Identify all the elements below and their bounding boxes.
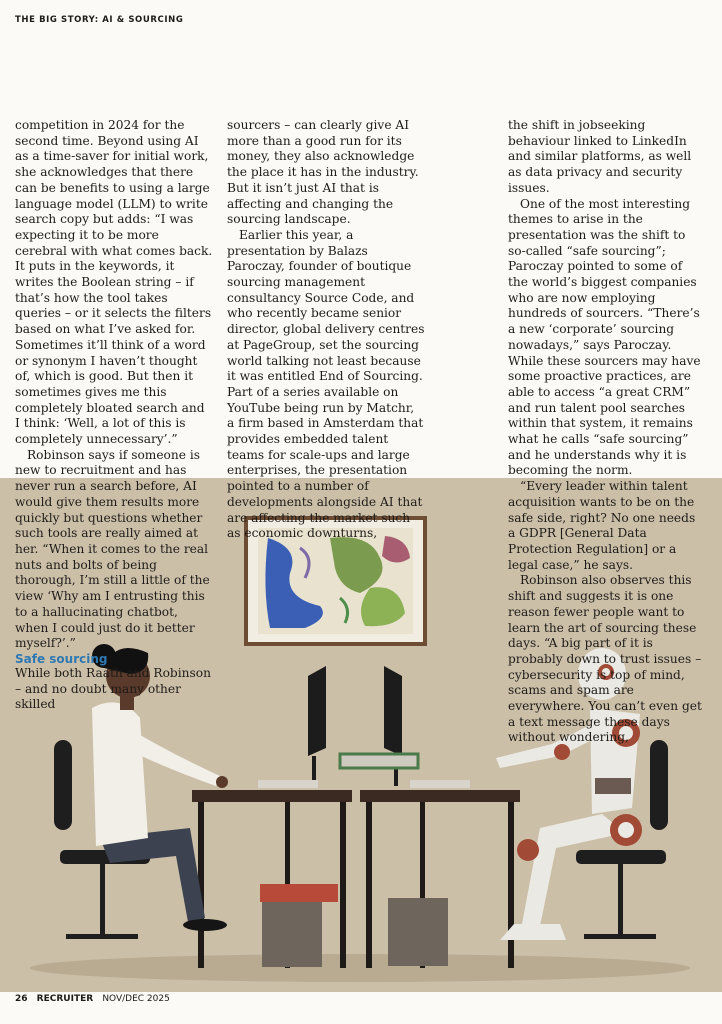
computer-monitor-right-icon: [340, 666, 470, 788]
subheading-safe-sourcing: Safe sourcing: [15, 651, 108, 666]
paragraph: While both Raath and Robinson – and no doubt many other skilled: [15, 665, 211, 712]
paragraph: competition in 2024 for the second time. Beyond using AI as a time-saver for initial work, she acknowledges that there can be benefits to using a large language model (LLM) to write search copy but adds: “I was expecting it to be more cerebral with what comes back. It puts in the keywords, it writes the Boolean string – if that’s how the tool takes queries – or it selects the filters based on what I’ve asked for. Sometimes it’ll think of a word or synonym I haven’t thought of, which is good. But then it sometimes gives me this completely bloated search and I think: ‘Well, a lot of this is completely unnecessary’.”: [15, 118, 213, 447]
paragraph: “Every leader within talent acquisition wants to be on the safe side, right? No one needs a GDPR [General Data Protection Regulation] or a legal case,” he says.: [508, 479, 696, 572]
paragraph: Robinson also observes this shift and suggests it is one reason fewer people want to learn the art of sourcing these days. “A big part of it is probably down to trust issues – cybersecurity is top of mind, scams and spam are everywhere. You can’t even get a text message these days without wondering,: [508, 573, 702, 745]
paragraph: sourcers – can clearly give AI more than a good run for its money, they also acknowledge the place it has in the industry. But it isn’t just AI that is affecting and changing the sourcing landscape.: [227, 118, 419, 227]
page-footer: [15, 994, 170, 1004]
text-column-1: [15, 118, 213, 713]
floor-shadow: [30, 954, 690, 982]
paragraph: Earlier this year, a presentation by Balazs Paroczay, founder of boutique sourcing management consultancy Source Code, and who recently became senior director, global delivery centres at PageGroup, set the sourcing world talking not least because it was entitled End of Sourcing. Part of a series available on YouTube being run by Matchr, a firm based in Amsterdam that provides embedded talent teams for scale-ups and large enterprises, the presentation pointed to a number of developments alongside AI that are affecting the market such as economic downturns,: [227, 227, 425, 541]
desk-right-icon: [360, 790, 520, 968]
page-number: 26: [15, 994, 28, 1004]
desk-left-icon: [192, 790, 352, 968]
computer-monitor-left-icon: [258, 666, 326, 788]
paragraph: the shift in jobseeking behaviour linked to LinkedIn and similar platforms, as well as data privacy and security issues.: [508, 118, 692, 195]
issue-date: NOV/DEC 2025: [102, 994, 170, 1004]
text-column-3: [508, 118, 706, 746]
paragraph: Robinson says if someone is new to recruitment and has never run a search before, AI would give them results more quickly but questions whether such tools are really aimed at her. “When it comes to the real nuts and bolts of being thorough, I’m still a little of the view ‘Why am I entrusting this to a hallucinating chatbot, when I could just do it better myself?’.”: [15, 447, 210, 651]
paragraph: One of the most interesting themes to arise in the presentation was the shift to so-called “safe sourcing”; Paroczay pointed to some of the world’s biggest companies who are now employing hundreds of sourcers. “There’s a new ‘corporate’ sourcing nowadays,” says Paroczay. While these sourcers may have some proactive practices, are able to access “a great CRM” and run talent pool searches within that system, it remains what he calls “safe sourcing” and he understands why it is becoming the norm.: [508, 196, 701, 478]
text-column-2: [227, 118, 425, 542]
magazine-name: RECRUITER: [36, 994, 94, 1004]
section-kicker: THE BIG STORY: AI & SOURCING: [15, 15, 184, 25]
